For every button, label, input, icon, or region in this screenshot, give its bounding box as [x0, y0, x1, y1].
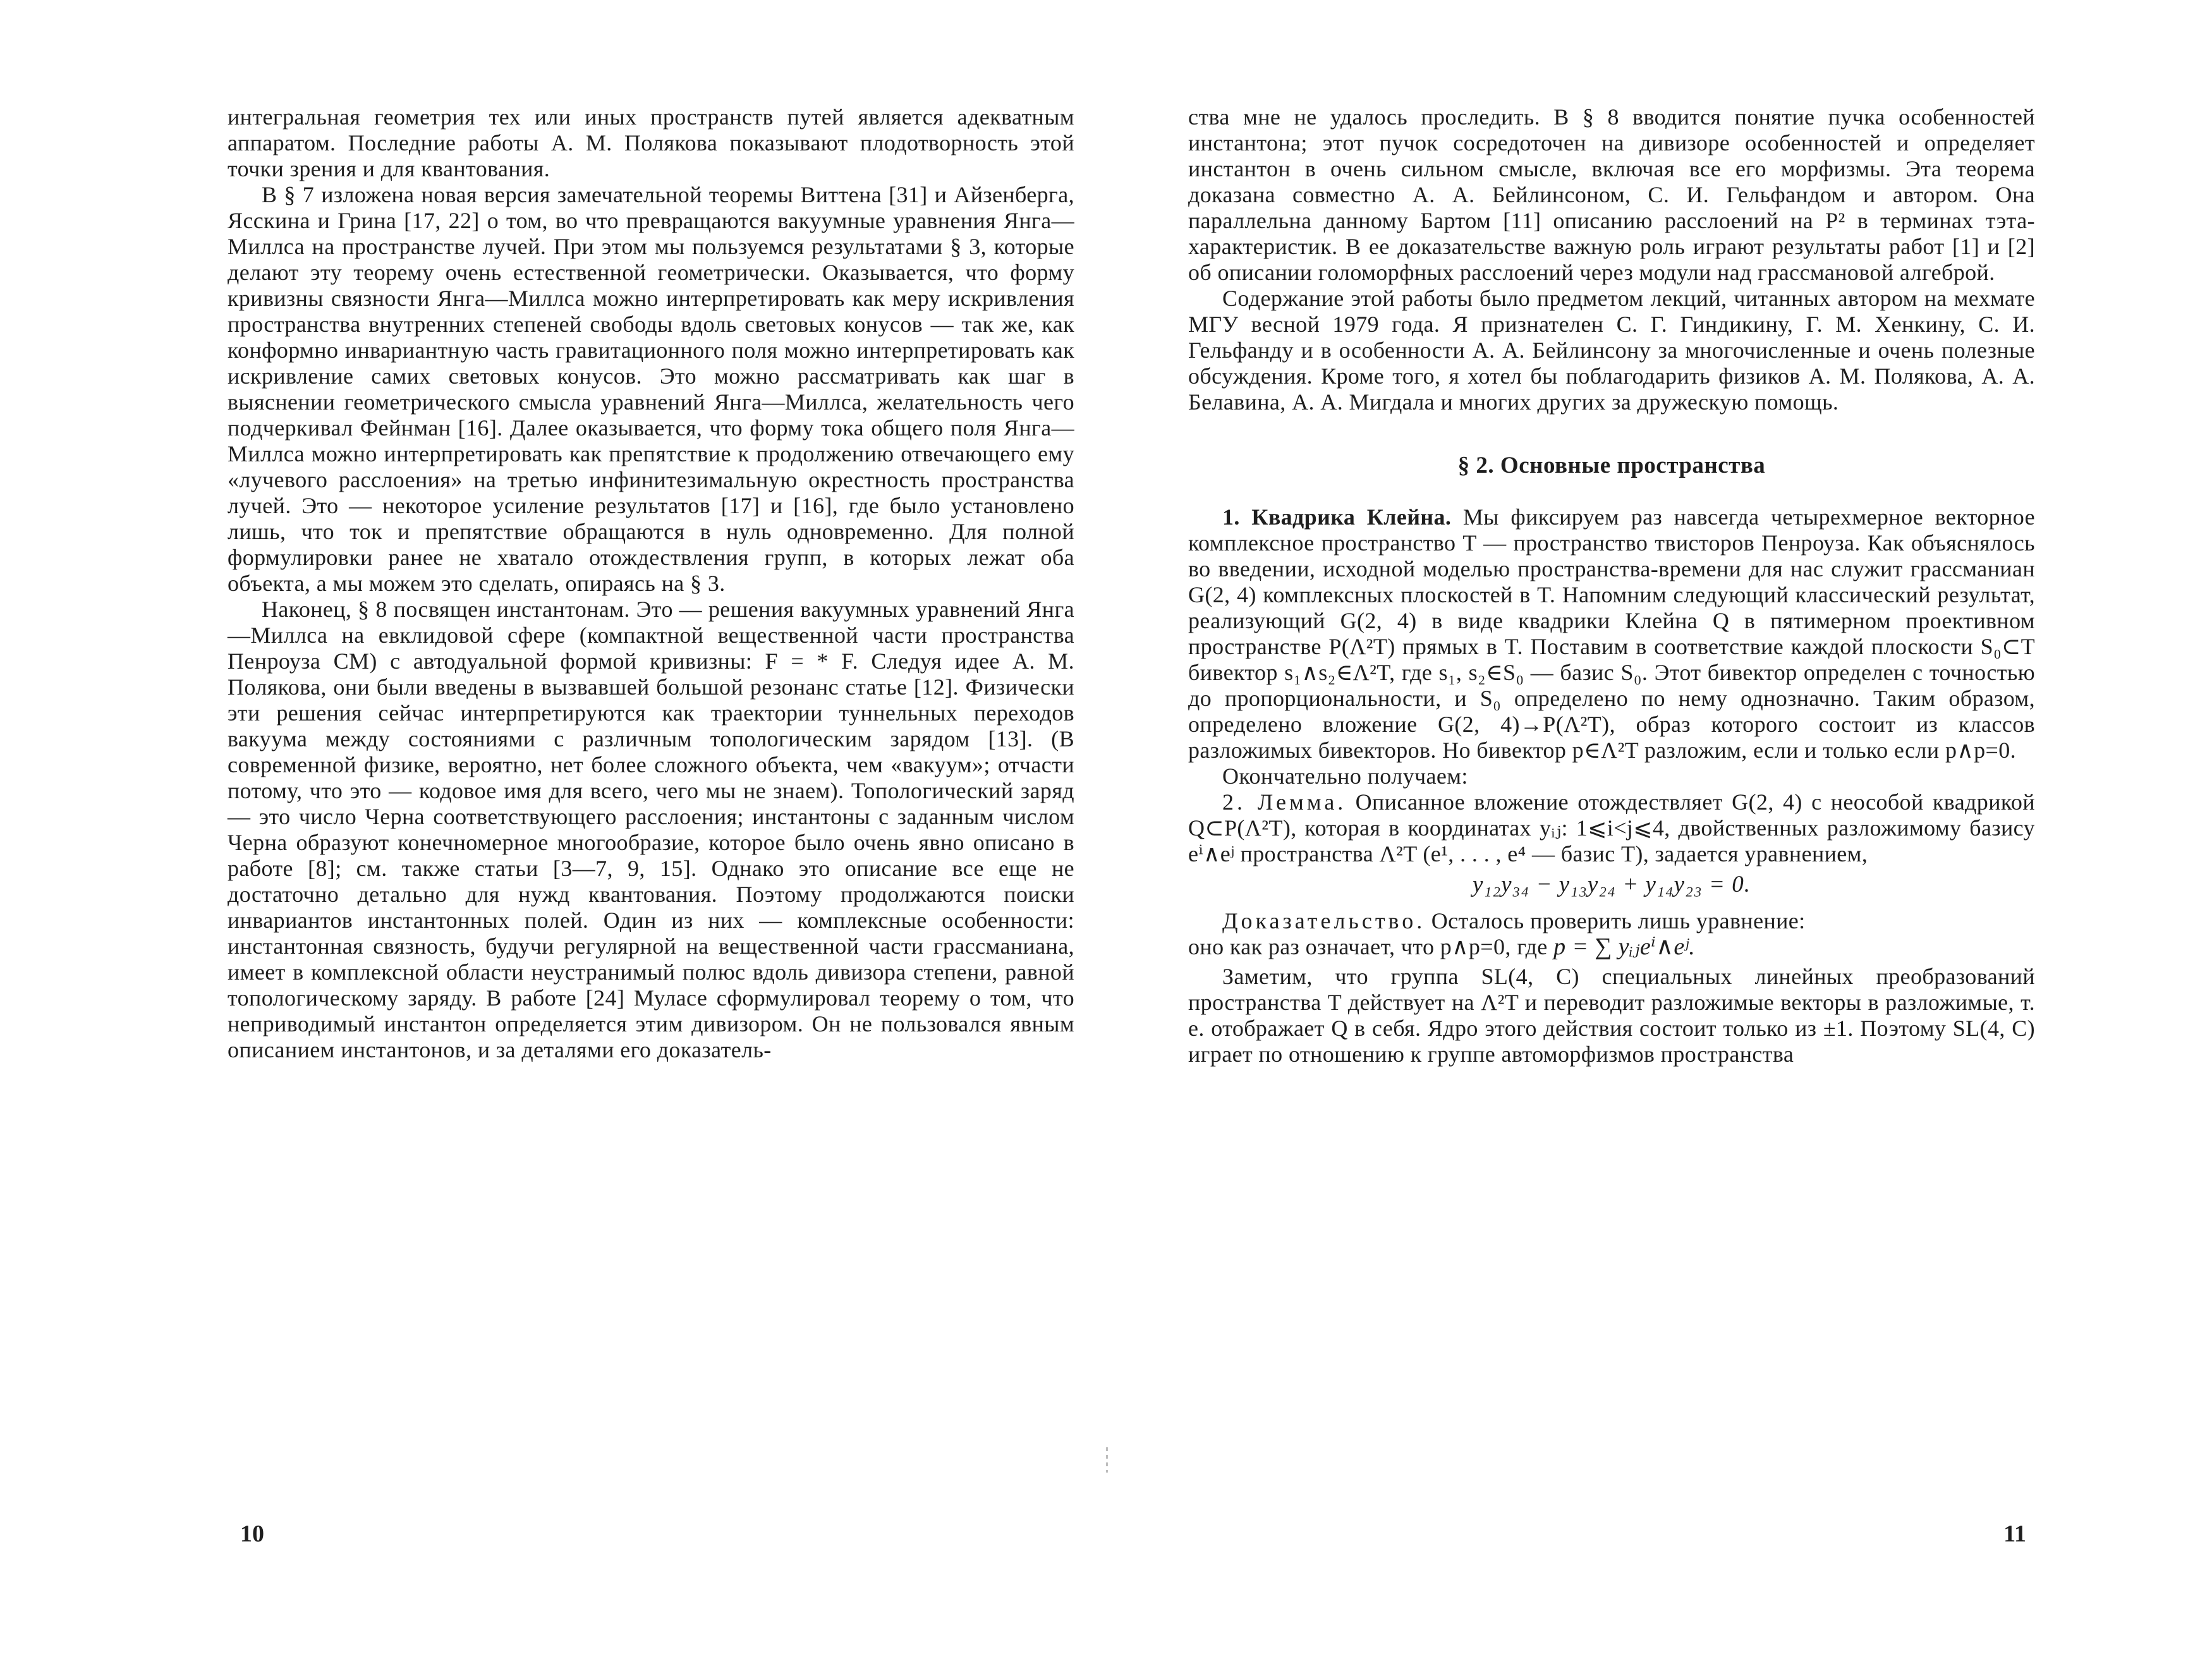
klein-quadric-paragraph: [1188, 504, 2035, 763]
right-page: [1188, 104, 2035, 1547]
sum-formula: p = ∑ yᵢⱼeⁱ∧eʲ.: [1553, 933, 1696, 960]
proof-text: Осталось проверить лишь уравнение:: [1431, 908, 1806, 933]
page-number: 10: [240, 1521, 264, 1547]
page-number: 11: [2003, 1521, 2026, 1547]
klein-equation: y₁₂y₃₄ − y₁₃y₂₄ + y₁₄y₂₃ = 0.: [1472, 872, 1751, 897]
section-heading: § 2. Основные пространства: [1457, 453, 1766, 478]
paragraph: Заметим, что группа SL(4, C) специальных линейных преобразований пространства T действует на Λ²T и переводит разложимые векторы в разложимые, т. е. отображает Q в себя. Ядро этого действия состоит только из ±1. Поэтому SL(4, C) играет по отношению к группе автоморфизмов пространства: [1188, 964, 2035, 1067]
lemma-text: Описанное вложение отождествляет G(2, 4) с неособой квадрикой Q⊂P(Λ²T), которая в координатах yᵢⱼ: 1⩽i<j⩽4, двойственных разложимому базису eⁱ∧eʲ пространства Λ²T (e¹, . . . , e⁴ — базис T), задается уравнением,: [1188, 789, 2035, 866]
lemma-label: 2. Лемма.: [1222, 789, 1347, 815]
left-page: [228, 104, 1074, 1547]
gutter-mark: [1106, 1447, 1108, 1473]
proof-line-text: оно как раз означает, что p∧p=0, где: [1188, 934, 1548, 959]
proof-paragraph: [1188, 908, 2035, 934]
run-in-heading: 1. Квадрика Клейна.: [1222, 504, 1452, 530]
proof-label: Доказательство.: [1222, 908, 1426, 933]
paragraph: Окончательно получаем:: [1222, 763, 1468, 789]
paragraph: ства мне не удалось проследить. В § 8 вводится понятие пучка особенностей инстантона; этот пучок сосредоточен на дивизоре особенностей и определяет инстантон в очень сильном смысле, включая все его морфизмы. Эта теорема доказана совместно А. А. Бейлинсоном, С. И. Гельфандом и автором. Она параллельна данному Бартом [11] описанию расслоений на P² в терминах тэта-характеристик. В ее доказательстве важную роль играют результаты работ [1] и [2] об описании голоморфных расслоений через модули над грассмановой алгеброй.: [1188, 104, 2035, 285]
lemma-paragraph: [1188, 789, 2035, 867]
paragraph-text: Мы фиксируем раз навсегда четырехмерное векторное комплексное пространство T — пространство твисторов Пенроуза. Как объяснялось во введении, исходной моделью пространства-времени для нас служит грассманиан G(2, 4) комплексных плоскостей в T. Напомним следующий классический результат, реализующий G(2, 4) в виде квадрики Клейна Q в пятимерном проективном пространстве P(Λ²T) прямых в T. Поставим в соответствие каждой плоскости S₀⊂T бивектор s₁∧s₂∈Λ²T, где s₁, s₂∈S₀ — базис S₀. Этот бивектор определен с точностью до пропорциональности, и S₀ определено по нему однозначно. Таким образом, определено вложение G(2, 4)→P(Λ²T), образ которого состоит из классов разложимых бивекторов. Но бивектор p∈Λ²T разложим, если и только если p∧p=0.: [1188, 504, 2035, 763]
proof-line: [1188, 934, 2035, 960]
paragraph: Наконец, § 8 посвящен инстантонам. Это — решения вакуумных уравнений Янга—Миллса на евклидовой сфере (компактной вещественной части пространства Пенроуза CM) с автодуальной формой кривизны: F = * F. Следуя идее А. М. Полякова, они были введены в вызвавшей большой резонанс статье [12]. Физически эти решения сейчас интерпретируются как траектории туннельных переходов вакуума между состояниями с различным топологическим зарядом [13]. (В современной физике, вероятно, нет более сложного объекта, чем «вакуум»; отчасти потому, что это — кодовое имя для всего, чего мы не знаем). Топологический заряд — это число Черна соответствующего расслоения; инстантоны с заданным числом Черна образуют конечномерное многообразие, которое было очень явно описано в работе [8]; см. также статьи [3—7, 9, 15]. Однако это описание все еще не достаточно детально для нужд квантования. Поэтому продолжаются поиски инвариантов инстантонных полей. Один из них — комплексные особенности: инстантонная связность, будучи регулярной на вещественной части грассманиана, имеет в комплексной области неустранимый полюс вдоль дивизора степени, равной топологическому заряду. В работе [24] Муласе сформулировал теорему о том, что неприводимый инстантон определяется этим дивизором. Он не пользовался явным описанием инстантонов, и за деталями его доказатель-: [228, 597, 1074, 1062]
paragraph: интегральная геометрия тех или иных пространств путей является адекватным аппаратом. Последние работы А. М. Полякова показывают плодотворность этой точки зрения и для квантования.: [228, 104, 1074, 181]
paragraph: Содержание этой работы было предметом лекций, читанных автором на мехмате МГУ весной 1979 года. Я признателен С. Г. Гиндикину, Г. М. Хенкину, С. И. Гельфанду и в особенности А. А. Бейлинсону за многочисленные и очень полезные обсуждения. Кроме того, я хотел бы поблагодарить физиков А. М. Полякова, А. А. Белавина, А. А. Мигдала и многих других за дружескую помощь.: [1188, 286, 2035, 415]
paragraph: В § 7 изложена новая версия замечательной теоремы Виттена [31] и Айзенберга, Ясскина и Грина [17, 22] о том, во что превращаются вакуумные уравнения Янга—Миллса на пространстве лучей. При этом мы пользуемся результатами § 3, которые делают эту теорему очень естественной геометрически. Оказывается, что форму кривизны связности Янга—Миллса можно интерпретировать как меру искривления пространства внутренних степеней свободы вдоль световых конусов — так же, как конформно инвариантную часть гравитационного поля можно интерпретировать как искривление самих световых конусов. Это можно рассматривать как шаг в выяснении геометрического смысла уравнений Янга—Миллса, желательность чего подчеркивал Фейнман [16]. Далее оказывается, что форму тока общего поля Янга—Миллса можно интерпретировать как препятствие к продолжению отвечающего ему «лучевого расслоения» на третью инфинитезимальную окрестность пространства лучей. Это — некоторое усиление результатов [17] и [16], где было установлено лишь, что ток и препятствие обращаются в нуль одновременно. Для полной формулировки ранее не хватало отождествления групп, в которых лежат оба объекта, а мы можем это сделать, опираясь на § 3.: [228, 182, 1074, 596]
